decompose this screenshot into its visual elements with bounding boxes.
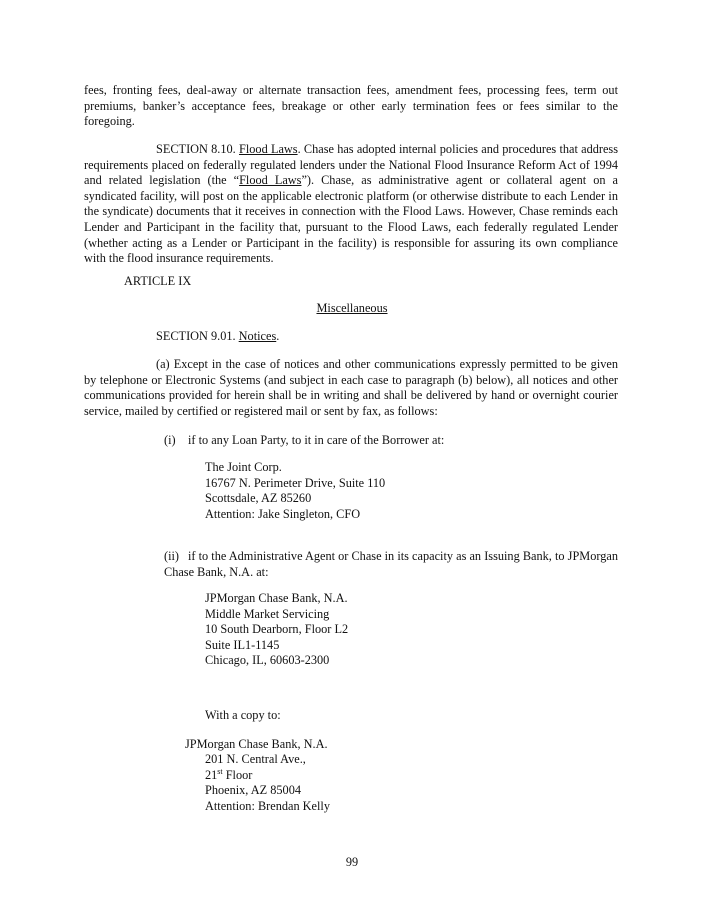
address-line: Attention: Brendan Kelly: [205, 798, 330, 813]
section-8-10-label: SECTION 8.10.: [156, 142, 236, 156]
copy-address: [205, 752, 330, 814]
item-ii-number: (ii): [164, 549, 180, 563]
address-line: 16767 N. Perimeter Drive, Suite 110: [205, 475, 386, 490]
address-line: Scottsdale, AZ 85260: [205, 491, 312, 506]
address-line: 201 N. Central Ave.,: [205, 752, 306, 766]
address-line: JPMorgan Chase Bank, N.A.: [205, 591, 348, 605]
address-line: 10 South Dearborn, Floor L2: [205, 622, 349, 637]
article-label: ARTICLE IX: [124, 274, 192, 288]
address-line: Middle Market Servicing: [205, 606, 330, 621]
page-number: 99: [345, 855, 359, 869]
borrower-address: [205, 460, 385, 522]
copy-bank-name: JPMorgan Chase Bank, N.A.: [185, 737, 328, 751]
address-line: Phoenix, AZ 85004: [205, 783, 301, 798]
address-line: Attention: Jake Singleton, CFO: [205, 506, 361, 521]
notice-item-ii: (ii) if to the Administrative Agent or Chase in its capacity as an Issuing Bank, to JPMorgan Chase Bank, N.A. at:: [164, 549, 618, 579]
agent-address: [205, 591, 348, 669]
section-8-10-paragraph: SECTION 8.10. Flood Laws. Chase has adopted internal policies and procedures that address requirements placed on federally regulated lenders under the National Flood Insurance Reform Act of 1994 and related legislation (the “Flood Laws”). Chase, as administrative agent or collateral agent on a syndicated facility, will post on the applicable electronic platform (or otherwise distribute to each Lender in the syndicate) documents that it receives in connection with the Flood Laws. However, Chase reminds each Lender and Participant in the facility that, pursuant to the Flood Laws, each federally regulated Lender (whether acting as a Lender or Participant in the facility) is responsible for assuring its own compliance with the flood insurance requirements.: [84, 142, 619, 266]
address-line: The Joint Corp.: [205, 460, 282, 474]
item-i-number: (i): [164, 433, 176, 447]
section-9-01-heading: SECTION 9.01. Notices.: [156, 329, 280, 343]
address-line: Chicago, IL, 60603-2300: [205, 653, 330, 668]
article-title: Miscellaneous: [316, 301, 388, 315]
fees-paragraph: fees, fronting fees, deal-away or alternate transaction fees, amendment fees, processing fees, term out premiums, banker’s acceptance fees, breakage or other early termination fees or fees similar to the foregoing.: [84, 83, 618, 129]
section-9-01-title: Notices: [238, 329, 277, 343]
section-8-10-title: Flood Laws: [239, 142, 298, 156]
address-line: Suite IL1-1145: [205, 637, 280, 652]
notices-paragraph-a: (a) Except in the case of notices and other communications expressly permitted to be given by telephone or Electronic Systems (and subject in each case to paragraph (b) below), all notices and other communications provided for herein shall be in writing and shall be delivered by hand or overnight courier service, mailed by certified or registered mail or sent by fax, as follows:: [84, 357, 618, 418]
copy-to-label: With a copy to:: [205, 708, 281, 722]
notice-item-i: (i) if to any Loan Party, to it in care of the Borrower at:: [164, 433, 445, 447]
address-line-floor: 21st Floor: [205, 766, 253, 782]
defined-term-flood-laws: Flood Laws: [239, 173, 302, 188]
